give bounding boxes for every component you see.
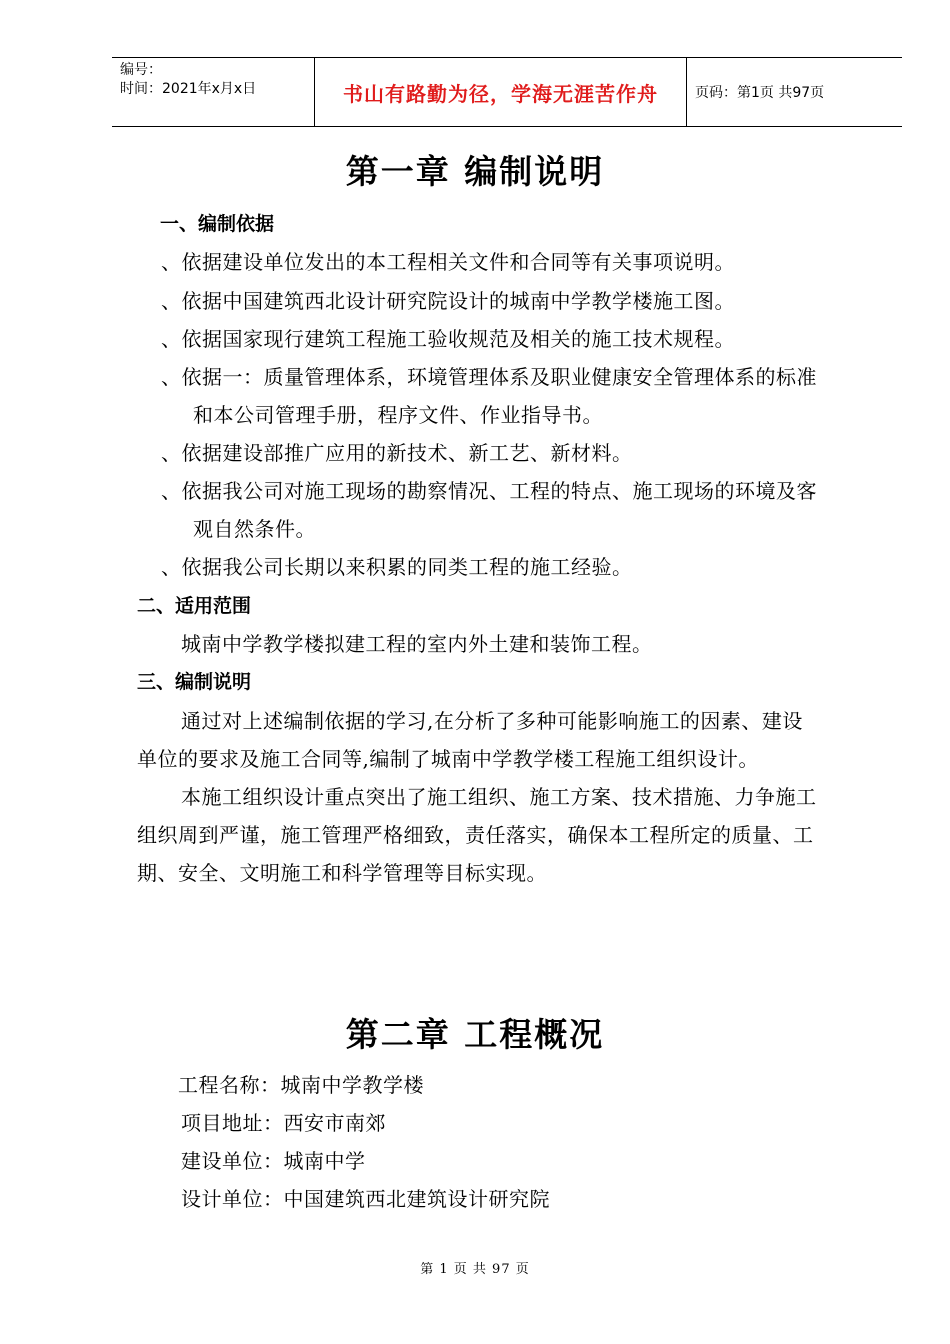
- desc-line: 通过对上述编制依据的学习,在分析了多种可能影响施工的因素、建设: [181, 709, 803, 733]
- motto-text: 书山有路勤为径，学海无涯苦作舟: [343, 81, 658, 106]
- basis-line: 、依据我公司对施工现场的勘察情况、工程的特点、施工现场的环境及客: [161, 479, 817, 503]
- header-meta: [112, 58, 314, 126]
- time-label: 时间：2021年x月x日: [120, 81, 257, 97]
- section2-heading: 二、适用范围: [137, 595, 252, 617]
- scope-line: 城南中学教学楼拟建工程的室内外土建和装饰工程。: [181, 632, 653, 656]
- overview-line: 设计单位：中国建筑西北建筑设计研究院: [181, 1187, 550, 1211]
- basis-line: 、依据一：质量管理体系，环境管理体系及职业健康安全管理体系的标准: [161, 365, 817, 389]
- chapter2-title: 第二章 工程概况: [345, 1015, 605, 1054]
- basis-line: 、依据建设单位发出的本工程相关文件和合同等有关事项说明。: [161, 250, 735, 274]
- basis-line: 观自然条件。: [193, 517, 316, 541]
- basis-line: 和本公司管理手册，程序文件、作业指导书。: [193, 403, 603, 427]
- basis-line: 、依据中国建筑西北设计研究院设计的城南中学教学楼施工图。: [161, 289, 735, 313]
- page-info: 页码：第1页 共97页: [695, 85, 825, 101]
- number-label: 编号：: [120, 62, 162, 78]
- header-table: [112, 57, 902, 127]
- overview-line: 建设单位：城南中学: [181, 1149, 366, 1173]
- desc-line: 期、安全、文明施工和科学管理等目标实现。: [137, 861, 547, 885]
- header-motto-cell: [314, 58, 687, 126]
- overview-line: 工程名称：城南中学教学楼: [178, 1073, 424, 1097]
- overview-line: 项目地址：西安市南郊: [181, 1111, 386, 1135]
- desc-line: 组织周到严谨，施工管理严格细致，责任落实，确保本工程所定的质量、工: [137, 823, 814, 847]
- desc-line: 本施工组织设计重点突出了施工组织、施工方案、技术措施、力争施工: [181, 785, 817, 809]
- basis-line: 、依据我公司长期以来积累的同类工程的施工经验。: [161, 555, 633, 579]
- page-footer: 第 1 页 共 97 页: [420, 1262, 530, 1277]
- chapter1-title: 第一章 编制说明: [345, 152, 605, 191]
- desc-line: 单位的要求及施工合同等,编制了城南中学教学楼工程施工组织设计。: [137, 747, 759, 771]
- basis-line: 、依据建设部推广应用的新技术、新工艺、新材料。: [161, 441, 633, 465]
- section3-heading: 三、编制说明: [137, 671, 252, 693]
- basis-line: 、依据国家现行建筑工程施工验收规范及相关的施工技术规程。: [161, 327, 735, 351]
- section1-heading: 一、编制依据: [160, 213, 275, 235]
